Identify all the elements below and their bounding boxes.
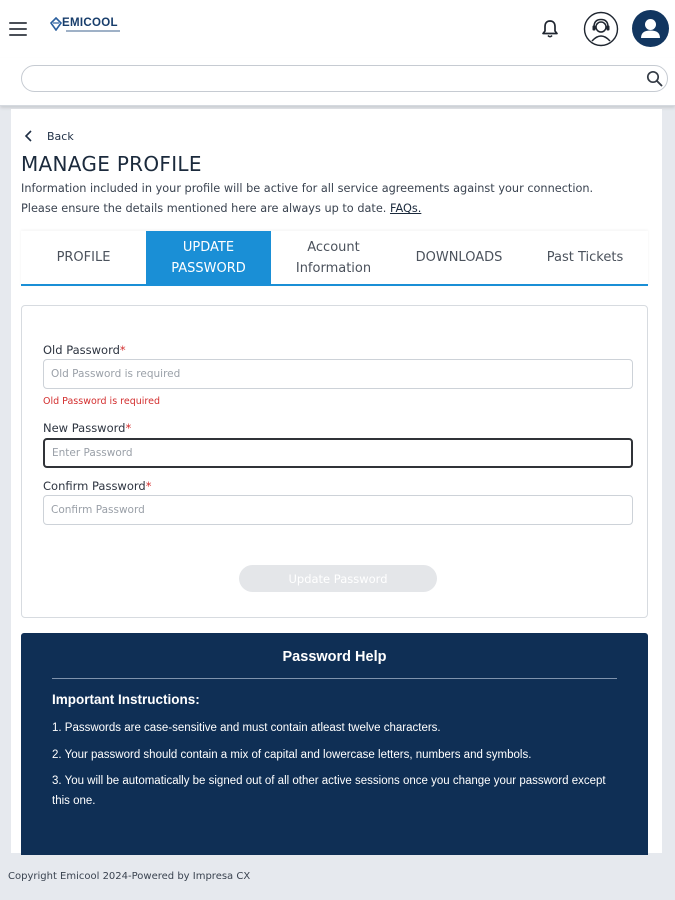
old-password-field[interactable] <box>43 359 633 389</box>
intro-line-1: Information included in your profile will be active for all service agreements against your connection. <box>21 182 594 195</box>
search-bar <box>0 58 675 106</box>
faq-link[interactable]: FAQs. <box>389 202 422 215</box>
divider <box>52 678 617 679</box>
tab-downloads[interactable] <box>396 231 522 284</box>
profile-tabs <box>21 231 648 286</box>
chevron-left-icon <box>23 129 35 143</box>
old-password-error: Old Password is required <box>43 396 160 407</box>
new-password-field[interactable] <box>43 438 633 468</box>
tab-update-password[interactable] <box>146 231 271 284</box>
intro-line-2-text: Please ensure the details mentioned here are always up to date. <box>21 202 387 215</box>
top-bar <box>0 0 675 58</box>
brand-name: EMICOOL <box>62 17 118 29</box>
intro-line-2 <box>21 199 641 219</box>
footer-copyright: Copyright Emicool 2024-Powered by Impresa CX <box>8 871 251 882</box>
menu-icon[interactable] <box>9 22 27 36</box>
intro-text <box>21 179 641 219</box>
confirm-password-label <box>43 479 151 493</box>
tab-profile[interactable] <box>21 231 146 284</box>
tab-account-information[interactable] <box>271 231 396 284</box>
search-icon[interactable] <box>646 70 663 87</box>
confirm-password-field[interactable] <box>43 495 633 525</box>
back-label: Back <box>47 129 74 143</box>
confirm-password-label-text: Confirm Password <box>43 479 146 493</box>
user-avatar-icon[interactable] <box>632 10 669 47</box>
search-input[interactable] <box>21 65 668 92</box>
instruction-item: 2. Your password should contain a mix of capital and lowercase letters, numbers and symbols. <box>52 749 532 761</box>
required-marker: * <box>145 479 152 493</box>
new-password-label <box>43 421 131 435</box>
page-title: MANAGE PROFILE <box>21 152 202 176</box>
new-password-label-text: New Password <box>43 421 126 435</box>
emicool-logo[interactable] <box>48 17 122 37</box>
instruction-item: 1. Passwords are case-sensitive and must contain atleast twelve characters. <box>52 722 441 734</box>
old-password-label-text: Old Password <box>43 343 120 357</box>
required-marker: * <box>119 343 126 357</box>
password-help-title: Password Help <box>282 649 387 665</box>
tab-account-information-label: Account Information <box>295 239 372 276</box>
tab-profile-label: PROFILE <box>56 250 111 265</box>
password-help-panel <box>21 633 648 855</box>
instruction-item: 3. You will be automatically be signed out of all other active sessions once you change your password except this one. <box>52 775 606 807</box>
instructions-heading: Important Instructions: <box>52 692 200 707</box>
tab-past-tickets[interactable] <box>522 231 648 284</box>
logo-tagline-line <box>66 30 120 32</box>
bell-icon[interactable] <box>540 18 560 40</box>
tab-update-password-label: UPDATE PASSWORD <box>171 239 246 276</box>
required-marker: * <box>125 421 132 435</box>
back-link[interactable] <box>23 128 74 144</box>
update-password-button[interactable]: Update Password <box>239 565 437 592</box>
support-agent-icon[interactable] <box>583 11 619 47</box>
old-password-label <box>43 343 126 357</box>
tab-downloads-label: DOWNLOADS <box>415 250 503 265</box>
tab-past-tickets-label: Past Tickets <box>546 250 624 265</box>
